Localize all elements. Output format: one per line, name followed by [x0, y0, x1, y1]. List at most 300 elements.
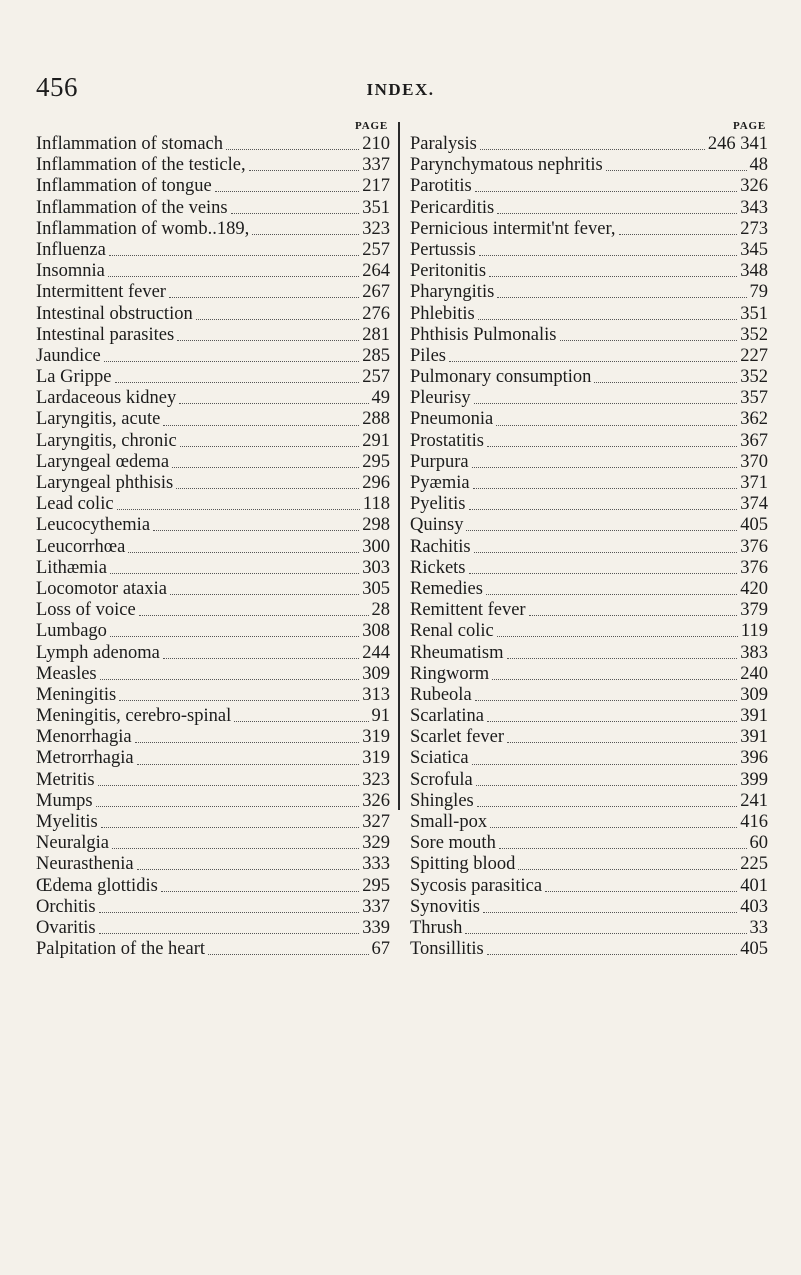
entry-term: Insomnia — [36, 261, 105, 282]
entry-term: Inflammation of the testicle, — [36, 155, 246, 176]
entry-page: 28 — [371, 600, 390, 621]
dot-leader — [231, 213, 360, 214]
index-entry — [36, 791, 390, 812]
dot-leader — [469, 509, 738, 510]
dot-leader — [108, 276, 359, 277]
dot-leader — [115, 382, 360, 383]
entry-term: Locomotor ataxia — [36, 578, 167, 599]
entry-term: Inflammation of stomach — [36, 134, 224, 154]
entry-page: 319 — [362, 727, 390, 748]
entry-term: Sycosis parasitica — [410, 875, 543, 896]
dot-leader — [496, 425, 737, 426]
entry-term: Rickets — [410, 557, 466, 578]
entry-term: Laryngeal phthisis — [36, 473, 174, 493]
entry-page: 371 — [740, 473, 768, 493]
index-entry — [36, 706, 390, 727]
index-entry — [410, 791, 768, 812]
entry-term: Jaundice — [36, 345, 101, 366]
entry-page: 285 — [362, 345, 390, 366]
index-entry — [410, 685, 768, 706]
entry-page: 383 — [740, 642, 768, 663]
index-entry — [36, 473, 390, 494]
dot-leader — [234, 721, 368, 722]
index-entry — [36, 727, 390, 748]
dot-leader — [529, 615, 738, 616]
entry-term: Piles — [410, 345, 446, 366]
entry-page: 264 — [362, 261, 390, 282]
index-entry — [36, 367, 390, 388]
entry-term: Intestinal parasites — [36, 324, 175, 345]
dot-leader — [112, 848, 359, 849]
entry-term: Pleurisy — [410, 388, 471, 409]
entry-page: 309 — [740, 684, 768, 705]
entry-page: 308 — [362, 621, 390, 642]
index-entry — [410, 240, 768, 261]
index-entry — [410, 134, 768, 155]
entry-term: Spitting blood — [410, 854, 516, 875]
entry-page: 326 — [362, 790, 390, 811]
dot-leader — [249, 170, 360, 171]
index-entry — [410, 727, 768, 748]
entry-page: 420 — [740, 578, 768, 599]
index-entry — [36, 770, 390, 791]
dot-leader — [474, 552, 738, 553]
entry-term: Scarlatina — [410, 706, 484, 727]
entry-term: Pernicious intermit'nt fever, — [410, 218, 616, 239]
entry-term: Paralysis — [410, 134, 477, 154]
entry-term: Remittent fever — [410, 600, 526, 621]
entry-page: 405 — [740, 939, 768, 960]
dot-leader — [176, 488, 359, 489]
entry-page: 391 — [740, 727, 768, 748]
entry-page: 374 — [740, 494, 768, 515]
dot-leader — [137, 764, 360, 765]
entry-term: Neuralgia — [36, 833, 109, 854]
dot-leader — [99, 933, 360, 934]
dot-leader — [117, 509, 360, 510]
entry-page: 33 — [749, 917, 768, 938]
entry-term: Ringworm — [410, 663, 490, 684]
entry-term: Inflammation of womb..189, — [36, 218, 250, 239]
entry-term: Inflammation of the veins — [36, 197, 228, 218]
page-number: 456 — [36, 72, 78, 102]
entry-term: Sciatica — [410, 748, 469, 769]
entry-term: Mumps — [36, 790, 93, 811]
index-entry — [36, 325, 390, 346]
dot-leader — [479, 255, 737, 256]
index-entry — [36, 261, 390, 282]
index-entry — [36, 685, 390, 706]
entry-page: 67 — [371, 939, 390, 960]
entry-page: 60 — [749, 833, 768, 854]
entry-term: Meningitis — [36, 684, 117, 705]
index-entry — [36, 219, 390, 240]
index-entry — [36, 643, 390, 664]
dot-leader — [477, 806, 738, 807]
index-entry — [410, 473, 768, 494]
entry-term: Intestinal obstruction — [36, 303, 193, 324]
dot-leader — [153, 530, 359, 531]
entry-term: Sore mouth — [410, 833, 496, 854]
dot-leader — [179, 403, 368, 404]
entry-page: 337 — [362, 896, 390, 917]
dot-leader — [135, 742, 360, 743]
entry-term: Myelitis — [36, 812, 98, 832]
entry-term: Pyæmia — [410, 473, 470, 493]
dot-leader — [96, 806, 360, 807]
index-entry — [410, 854, 768, 875]
index-entry — [410, 346, 768, 367]
index-entry — [410, 558, 768, 579]
entry-term: Œdema glottidis — [36, 875, 158, 896]
index-entry — [410, 664, 768, 685]
entry-term: Inflammation of tongue — [36, 176, 212, 197]
index-entry — [410, 409, 768, 430]
entry-page: 276 — [362, 303, 390, 324]
entry-page: 303 — [362, 557, 390, 578]
entry-page: 225 — [740, 854, 768, 875]
dot-leader — [487, 446, 737, 447]
entry-page: 319 — [362, 748, 390, 769]
entry-term: Phlebitis — [410, 303, 475, 324]
entry-term: Lymph adenoma — [36, 642, 160, 663]
index-entry — [410, 515, 768, 536]
entry-page: 401 — [740, 875, 768, 896]
entry-page: 362 — [740, 409, 768, 430]
entry-term: Small-pox — [410, 812, 488, 832]
index-entry — [410, 388, 768, 409]
index-entry — [36, 515, 390, 536]
entry-page: 345 — [740, 239, 768, 260]
dot-leader — [619, 234, 738, 235]
entry-page: 323 — [362, 218, 390, 239]
dot-leader — [109, 255, 359, 256]
entry-page: 240 — [740, 663, 768, 684]
entry-term: Parynchymatous nephritis — [410, 155, 603, 176]
entry-page: 296 — [362, 473, 390, 493]
dot-leader — [177, 340, 359, 341]
index-entry — [36, 579, 390, 600]
dot-leader — [487, 954, 738, 955]
entry-term: Intermittent fever — [36, 282, 166, 303]
index-entry — [410, 431, 768, 452]
entry-term: Renal colic — [410, 621, 494, 642]
entry-term: Scarlet fever — [410, 727, 504, 748]
entry-term: Measles — [36, 663, 97, 684]
entry-page: 298 — [362, 515, 390, 536]
entry-page: 257 — [362, 367, 390, 388]
entry-term: Orchitis — [36, 896, 96, 917]
entry-page: 376 — [740, 557, 768, 578]
index-entry — [36, 664, 390, 685]
column-heading: PAGE — [355, 120, 388, 132]
entry-page: 295 — [362, 875, 390, 896]
entry-term: Tonsillitis — [410, 939, 484, 960]
index-entry — [36, 304, 390, 325]
entry-page: 339 — [362, 917, 390, 938]
index-entry — [36, 494, 390, 515]
dot-leader — [560, 340, 738, 341]
index-entry — [36, 876, 390, 897]
index-entry — [410, 748, 768, 769]
entry-term: Neurasthenia — [36, 854, 134, 875]
dot-leader — [104, 361, 360, 362]
dot-leader — [169, 297, 359, 298]
entry-page: 357 — [740, 388, 768, 409]
entry-term: Laryngitis, chronic — [36, 430, 177, 451]
entry-term: Leucorrhœa — [36, 536, 126, 557]
entry-page: 351 — [362, 197, 390, 218]
entry-term: Menorrhagia — [36, 727, 132, 748]
dot-leader — [170, 594, 359, 595]
entry-page: 313 — [362, 684, 390, 705]
entry-term: Palpitation of the heart — [36, 939, 206, 960]
entry-page: 416 — [740, 812, 768, 832]
entry-page: 241 — [740, 790, 768, 811]
index-entry — [410, 198, 768, 219]
dot-leader — [208, 954, 368, 955]
entry-term: Influenza — [36, 239, 106, 260]
entry-term: Parotitis — [410, 176, 472, 197]
dot-leader — [489, 276, 737, 277]
entry-page: 244 — [362, 642, 390, 663]
dot-leader — [472, 467, 738, 468]
index-entry — [410, 261, 768, 282]
entry-page: 309 — [362, 663, 390, 684]
index-entry — [410, 304, 768, 325]
dot-leader — [545, 891, 737, 892]
entry-page: 348 — [740, 261, 768, 282]
dot-leader — [139, 615, 369, 616]
column-heading: PAGE — [733, 120, 766, 132]
entry-list — [410, 134, 768, 960]
dot-leader — [497, 213, 737, 214]
dot-leader — [100, 679, 360, 680]
entry-page: 326 — [740, 176, 768, 197]
index-entry — [410, 579, 768, 600]
entry-term: Remedies — [410, 578, 483, 599]
entry-term: Lithæmia — [36, 557, 107, 578]
dot-leader — [499, 848, 747, 849]
index-entry — [36, 939, 390, 960]
dot-leader — [110, 636, 359, 637]
entry-page: 210 — [362, 134, 390, 154]
dot-leader — [492, 679, 737, 680]
dot-leader — [487, 721, 737, 722]
dot-leader — [110, 573, 359, 574]
index-entry — [36, 833, 390, 854]
entry-page: 399 — [740, 769, 768, 790]
entry-page: 379 — [740, 600, 768, 621]
dot-leader — [180, 446, 359, 447]
index-entry — [36, 537, 390, 558]
index-entry — [36, 388, 390, 409]
index-entry — [410, 452, 768, 473]
entry-term: Lardaceous kidney — [36, 388, 177, 409]
entry-page: 329 — [362, 833, 390, 854]
index-column-right — [410, 118, 768, 960]
dot-leader — [99, 912, 360, 913]
entry-page: 49 — [371, 388, 390, 409]
index-entry — [410, 706, 768, 727]
dot-leader — [507, 742, 737, 743]
index-entry — [410, 876, 768, 897]
dot-leader — [466, 530, 737, 531]
dot-leader — [119, 700, 359, 701]
dot-leader — [465, 933, 746, 934]
index-entry — [410, 621, 768, 642]
index-entry — [410, 282, 768, 303]
dot-leader — [472, 764, 738, 765]
dot-leader — [473, 488, 738, 489]
entry-term: Prostatitis — [410, 430, 485, 451]
entry-term: Lead colic — [36, 494, 114, 515]
entry-list — [36, 134, 390, 960]
dot-leader — [483, 912, 737, 913]
entry-page: 217 — [362, 176, 390, 197]
dot-leader — [469, 573, 738, 574]
entry-term: Synovitis — [410, 896, 480, 917]
entry-page: 337 — [362, 155, 390, 176]
index-entry — [410, 770, 768, 791]
dot-leader — [196, 319, 360, 320]
entry-page: 288 — [362, 409, 390, 430]
dot-leader — [101, 827, 360, 828]
dot-leader — [594, 382, 737, 383]
index-entry — [36, 198, 390, 219]
dot-leader — [226, 149, 359, 150]
index-entry — [410, 155, 768, 176]
entry-term: Scrofula — [410, 769, 473, 790]
entry-page: 327 — [362, 812, 390, 832]
dot-leader — [606, 170, 747, 171]
entry-page: 323 — [362, 769, 390, 790]
index-entry — [410, 219, 768, 240]
entry-page: 376 — [740, 536, 768, 557]
entry-term: Peritonitis — [410, 261, 487, 282]
dot-leader — [507, 658, 738, 659]
dot-leader — [518, 869, 737, 870]
entry-term: Phthisis Pulmonalis — [410, 324, 557, 345]
entry-page: 333 — [362, 854, 390, 875]
dot-leader — [163, 425, 359, 426]
dot-leader — [497, 297, 746, 298]
running-title: INDEX. — [366, 80, 435, 99]
entry-page: 403 — [740, 896, 768, 917]
entry-term: Loss of voice — [36, 600, 136, 621]
entry-page: 351 — [740, 303, 768, 324]
index-entry — [36, 452, 390, 473]
entry-term: Lumbago — [36, 621, 107, 642]
entry-term: Pyelitis — [410, 494, 466, 515]
entry-term: Purpura — [410, 451, 469, 472]
entry-term: Shingles — [410, 790, 474, 811]
index-entry — [36, 812, 390, 833]
entry-page: 267 — [362, 282, 390, 303]
entry-term: Pharyngitis — [410, 282, 495, 303]
entry-term: Thrush — [410, 917, 463, 938]
entry-term: Rachitis — [410, 536, 471, 557]
index-entry — [410, 918, 768, 939]
index-entry — [36, 854, 390, 875]
index-entry — [36, 918, 390, 939]
dot-leader — [163, 658, 359, 659]
entry-term: Pulmonary consumption — [410, 367, 592, 388]
entry-page: 295 — [362, 451, 390, 472]
dot-leader — [474, 403, 738, 404]
index-entry — [36, 748, 390, 769]
index-entry — [36, 409, 390, 430]
entry-term: La Grippe — [36, 367, 112, 388]
entry-page: 118 — [362, 494, 390, 515]
entry-page: 343 — [740, 197, 768, 218]
entry-term: Rubeola — [410, 684, 472, 705]
index-entry — [36, 558, 390, 579]
index-entry — [410, 833, 768, 854]
dot-leader — [490, 827, 737, 828]
entry-term: Quinsy — [410, 515, 464, 536]
entry-term: Laryngeal œdema — [36, 451, 170, 472]
entry-term: Rheumatism — [410, 642, 504, 663]
entry-term: Leucocythemia — [36, 515, 151, 536]
entry-term: Meningitis, cerebro-spinal — [36, 706, 232, 727]
entry-term: Metritis — [36, 769, 95, 790]
entry-page: 305 — [362, 578, 390, 599]
index-entry — [410, 812, 768, 833]
index-entry — [36, 431, 390, 452]
dot-leader — [252, 234, 359, 235]
entry-term: Laryngitis, acute — [36, 409, 161, 430]
entry-page: 281 — [362, 324, 390, 345]
index-entry — [36, 155, 390, 176]
index-entry — [36, 346, 390, 367]
dot-leader — [486, 594, 737, 595]
dot-leader — [215, 191, 360, 192]
dot-leader — [137, 869, 360, 870]
index-entry — [410, 897, 768, 918]
index-entry — [410, 939, 768, 960]
entry-term: Ovaritis — [36, 917, 96, 938]
dot-leader — [161, 891, 359, 892]
entry-page: 396 — [740, 748, 768, 769]
dot-leader — [478, 319, 737, 320]
index-entry — [410, 325, 768, 346]
index-entry — [410, 494, 768, 515]
index-entry — [36, 621, 390, 642]
entry-page: 257 — [362, 239, 390, 260]
entry-term: Metrorrhagia — [36, 748, 134, 769]
dot-leader — [497, 636, 738, 637]
entry-page: 91 — [371, 706, 390, 727]
entry-page: 405 — [740, 515, 768, 536]
entry-page: 291 — [362, 430, 390, 451]
entry-page: 352 — [740, 367, 768, 388]
index-entry — [36, 134, 390, 155]
entry-page: 119 — [740, 621, 768, 642]
entry-page: 300 — [362, 536, 390, 557]
index-entry — [410, 600, 768, 621]
dot-leader — [172, 467, 359, 468]
index-entry — [410, 176, 768, 197]
entry-term: Pertussis — [410, 239, 476, 260]
dot-leader — [475, 700, 738, 701]
entry-term: Pericarditis — [410, 197, 495, 218]
index-entry — [36, 897, 390, 918]
dot-leader — [476, 785, 738, 786]
index-column-left — [36, 118, 390, 960]
entry-page: 48 — [749, 155, 768, 176]
entry-page: 227 — [740, 345, 768, 366]
